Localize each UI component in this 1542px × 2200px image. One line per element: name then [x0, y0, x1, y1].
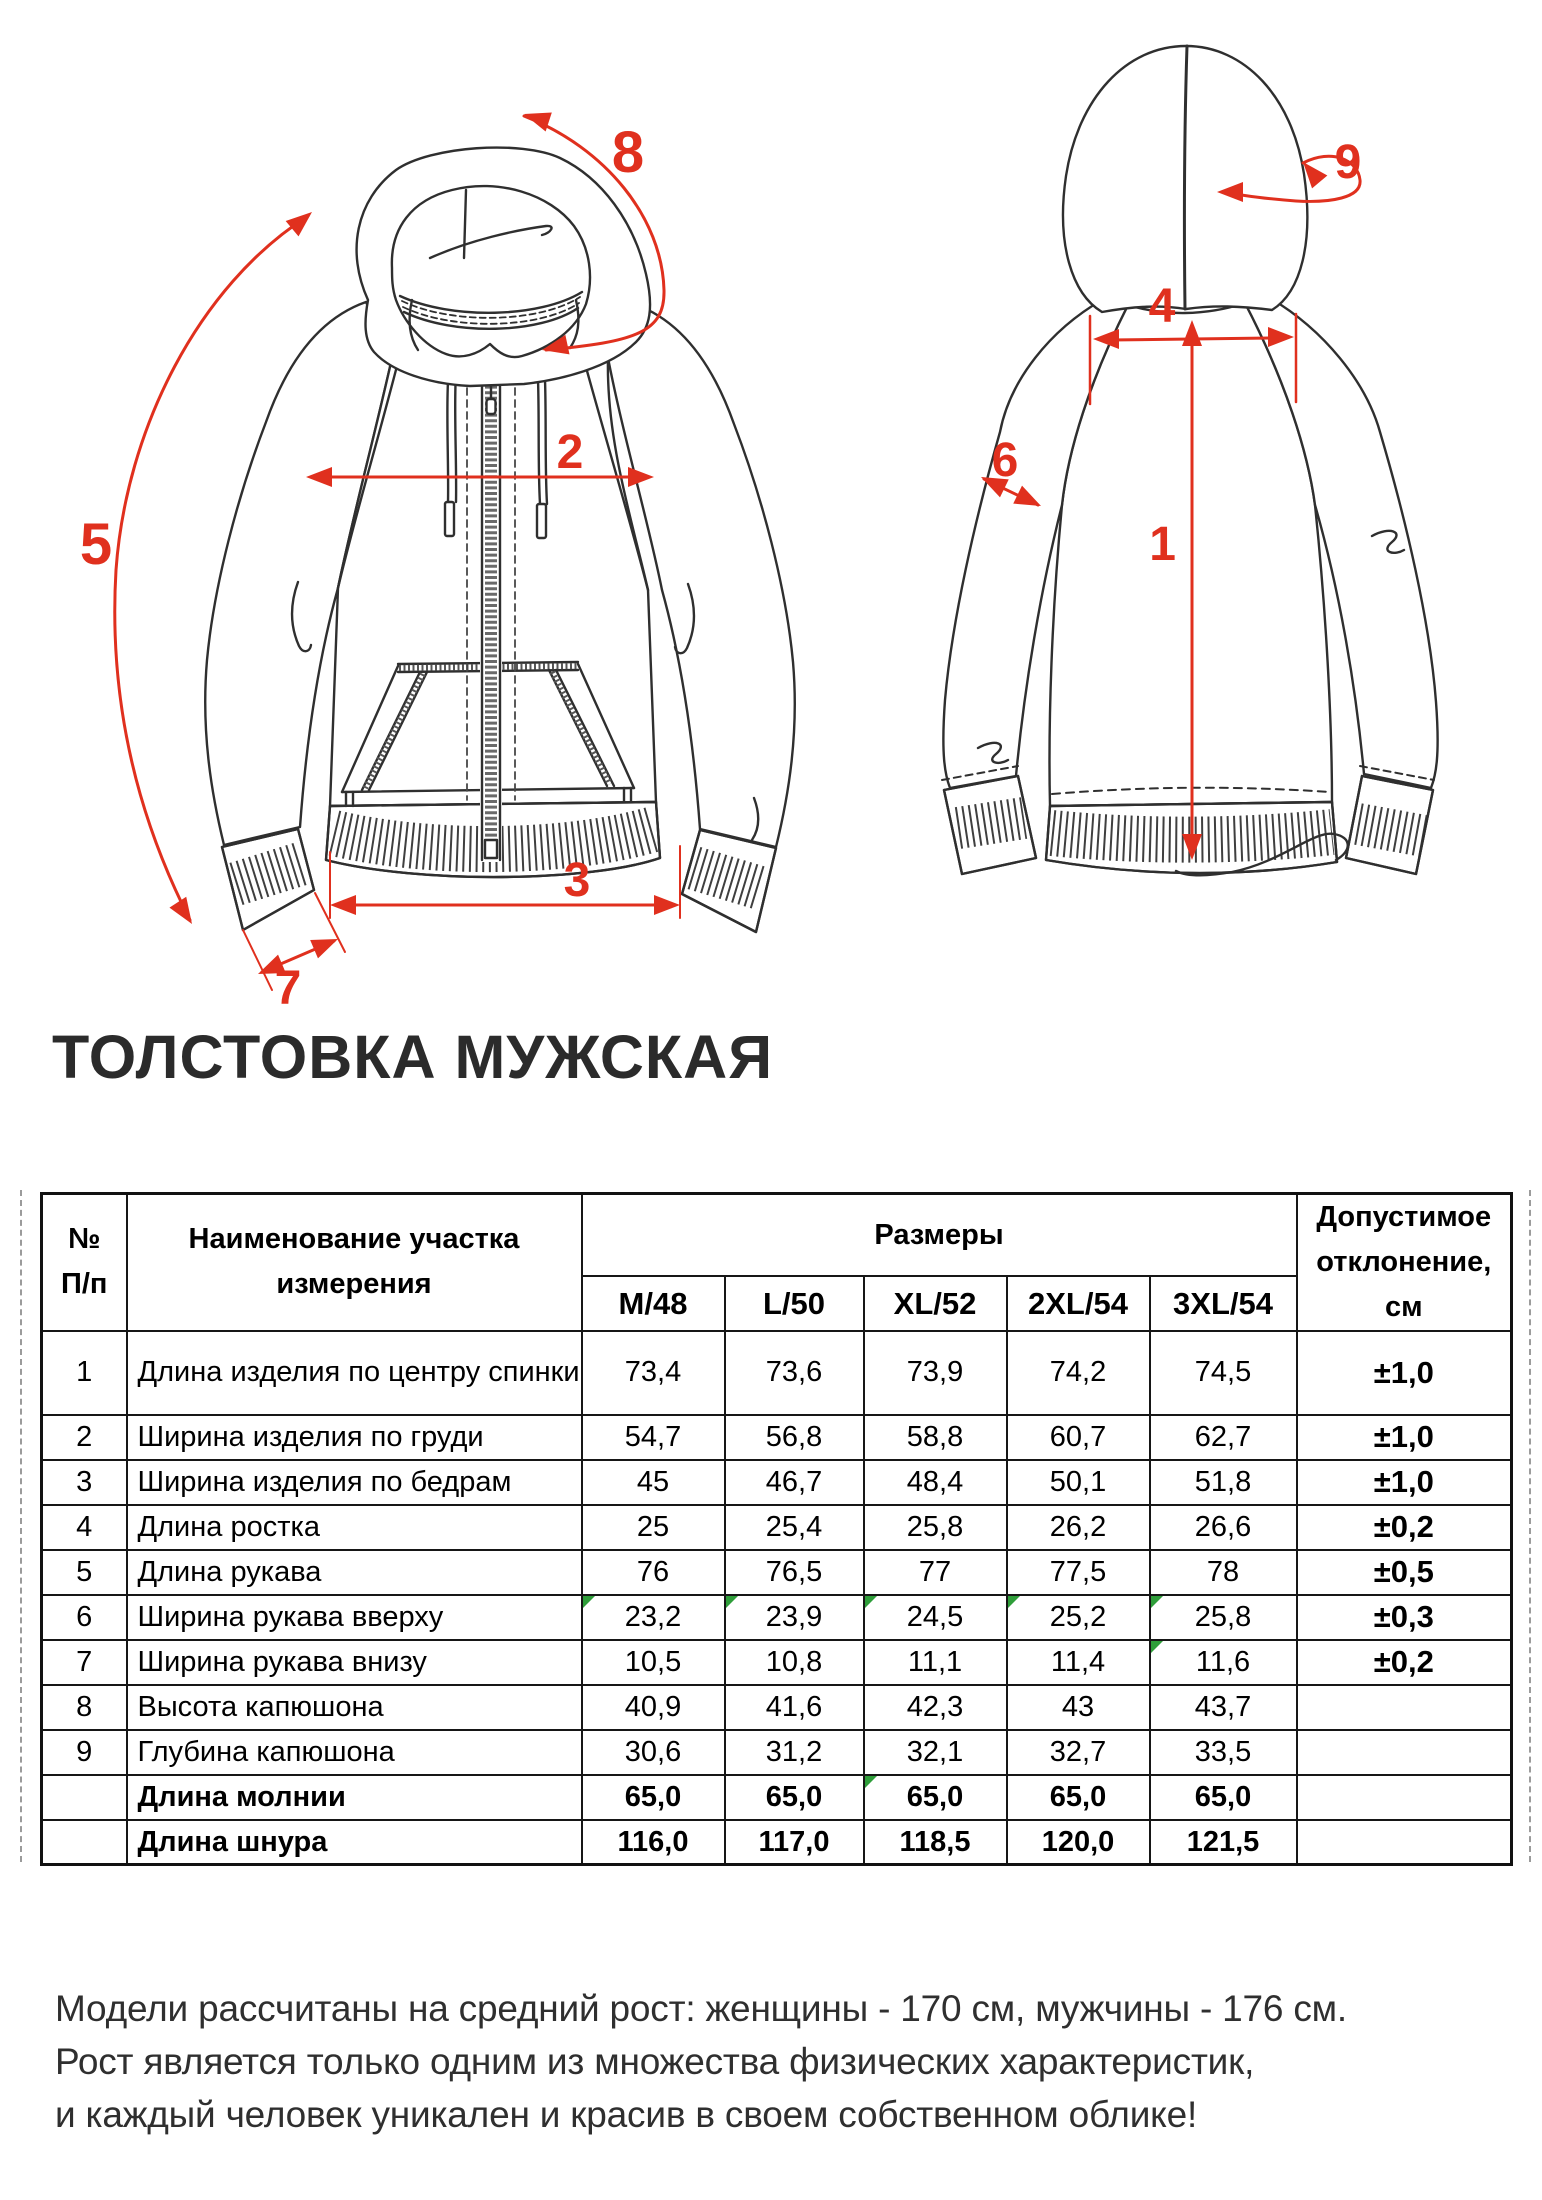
row-number: 9 — [42, 1730, 127, 1775]
row-number: 7 — [42, 1640, 127, 1685]
table-row — [42, 1415, 1512, 1460]
size-value: 74,2 — [1007, 1331, 1150, 1415]
garment-lines — [205, 46, 1437, 932]
tolerance-value — [1297, 1820, 1512, 1865]
measure-name: Ширина рукава внизу — [127, 1640, 582, 1685]
measure-name: Ширина изделия по груди — [127, 1415, 582, 1460]
table-row — [42, 1730, 1512, 1775]
size-value: 76,5 — [725, 1550, 864, 1595]
size-value: 33,5 — [1150, 1730, 1297, 1775]
table-row — [42, 1331, 1512, 1415]
arrow-label-4: 4 — [1148, 280, 1176, 333]
size-value: 46,7 — [725, 1460, 864, 1505]
page-break-dash-left — [20, 1190, 22, 1862]
measure-name: Ширина рукава вверху — [127, 1595, 582, 1640]
row-number — [42, 1820, 127, 1865]
size-value: 77,5 — [1007, 1550, 1150, 1595]
size-value: 73,9 — [864, 1331, 1007, 1415]
col-header-size-3xl54: 3XL/54 — [1150, 1276, 1297, 1331]
size-value: 65,0 — [582, 1775, 725, 1820]
measure-name: Длина изделия по центру спинки — [127, 1331, 582, 1415]
footer-line-2: Рост является только одним из множества физических характеристик, — [55, 2041, 1255, 2082]
size-value: 65,0 — [1150, 1775, 1297, 1820]
hoodie-technical-drawing — [0, 0, 1542, 1010]
col-header-size-l50: L/50 — [725, 1276, 864, 1331]
size-value: 78 — [1150, 1550, 1297, 1595]
table-row — [42, 1820, 1512, 1865]
measure-name: Ширина изделия по бедрам — [127, 1460, 582, 1505]
col-header-size-2xl54: 2XL/54 — [1007, 1276, 1150, 1331]
row-number: 5 — [42, 1550, 127, 1595]
size-value: 10,8 — [725, 1640, 864, 1685]
size-value: 42,3 — [864, 1685, 1007, 1730]
size-value: 65,0 — [725, 1775, 864, 1820]
footer-line-3: и каждый человек уникален и красив в своем собственном облике! — [55, 2094, 1198, 2135]
size-value: 54,7 — [582, 1415, 725, 1460]
size-table — [40, 1192, 1513, 1866]
tolerance-value: ±0,2 — [1297, 1640, 1512, 1685]
arrow-label-1: 1 — [1149, 518, 1176, 571]
size-value: 26,2 — [1007, 1505, 1150, 1550]
table-row — [42, 1505, 1512, 1550]
size-value: 25 — [582, 1505, 725, 1550]
page-break-dash-right — [1529, 1190, 1531, 1862]
measure-name: Высота капюшона — [127, 1685, 582, 1730]
size-value: 25,8 — [864, 1505, 1007, 1550]
size-value: 73,4 — [582, 1331, 725, 1415]
page-title: ТОЛСТОВКА МУЖСКАЯ — [52, 1023, 774, 1091]
row-number: 8 — [42, 1685, 127, 1730]
size-table-body — [42, 1331, 1512, 1865]
num-header-line2: П/п — [61, 1268, 108, 1301]
tolerance-value — [1297, 1685, 1512, 1730]
table-row — [42, 1595, 1512, 1640]
size-value: 23,2 — [582, 1595, 725, 1640]
size-value: 25,8 — [1150, 1595, 1297, 1640]
size-value: 11,6 — [1150, 1640, 1297, 1685]
size-value: 56,8 — [725, 1415, 864, 1460]
measure-name: Длина рукава — [127, 1550, 582, 1595]
size-value: 32,7 — [1007, 1730, 1150, 1775]
size-value: 121,5 — [1150, 1820, 1297, 1865]
arrow-label-2: 2 — [556, 426, 584, 479]
size-value: 65,0 — [864, 1775, 1007, 1820]
size-value: 118,5 — [864, 1820, 1007, 1865]
size-value: 74,5 — [1150, 1331, 1297, 1415]
table-row — [42, 1775, 1512, 1820]
col-header-size-xl52: XL/52 — [864, 1276, 1007, 1331]
size-value: 23,9 — [725, 1595, 864, 1640]
footer-line-1: Модели рассчитаны на средний рост: женщины - 170 см, мужчины - 176 см. — [55, 1988, 1347, 2029]
tolerance-value — [1297, 1775, 1512, 1820]
row-number — [42, 1775, 127, 1820]
table-row — [42, 1550, 1512, 1595]
table-row — [42, 1460, 1512, 1505]
size-value: 62,7 — [1150, 1415, 1297, 1460]
col-header-name: Наименование участка измерения — [127, 1194, 582, 1331]
size-value: 25,4 — [725, 1505, 864, 1550]
size-value: 32,1 — [864, 1730, 1007, 1775]
row-number: 6 — [42, 1595, 127, 1640]
arrow-label-5: 5 — [79, 512, 113, 577]
num-header-line1: № — [68, 1223, 101, 1256]
col-header-size-m48: M/48 — [582, 1276, 725, 1331]
size-value: 45 — [582, 1460, 725, 1505]
size-value: 116,0 — [582, 1820, 725, 1865]
tolerance-value: ±0,5 — [1297, 1550, 1512, 1595]
size-value: 48,4 — [864, 1460, 1007, 1505]
arrow-label-8: 8 — [611, 120, 645, 185]
size-value: 24,5 — [864, 1595, 1007, 1640]
size-value: 30,6 — [582, 1730, 725, 1775]
size-value: 26,6 — [1150, 1505, 1297, 1550]
size-value: 50,1 — [1007, 1460, 1150, 1505]
size-value: 120,0 — [1007, 1820, 1150, 1865]
tolerance-value: ±1,0 — [1297, 1331, 1512, 1415]
size-value: 51,8 — [1150, 1460, 1297, 1505]
size-value: 43 — [1007, 1685, 1150, 1730]
size-value: 40,9 — [582, 1685, 725, 1730]
measure-name: Глубина капюшона — [127, 1730, 582, 1775]
table-row — [42, 1640, 1512, 1685]
size-value: 31,2 — [725, 1730, 864, 1775]
row-number: 2 — [42, 1415, 127, 1460]
size-value: 58,8 — [864, 1415, 1007, 1460]
arrow-label-6: 6 — [991, 434, 1019, 487]
footer-note — [55, 1982, 1347, 2141]
arrow-label-9: 9 — [1334, 136, 1362, 189]
col-header-tolerance: Допустимое отклонение, см — [1297, 1194, 1512, 1331]
size-value: 76 — [582, 1550, 725, 1595]
size-value: 25,2 — [1007, 1595, 1150, 1640]
size-value: 65,0 — [1007, 1775, 1150, 1820]
size-value: 43,7 — [1150, 1685, 1297, 1730]
tolerance-value: ±1,0 — [1297, 1460, 1512, 1505]
size-value: 77 — [864, 1550, 1007, 1595]
measure-name: Длина молнии — [127, 1775, 582, 1820]
size-value: 73,6 — [725, 1331, 864, 1415]
tolerance-value — [1297, 1730, 1512, 1775]
size-value: 41,6 — [725, 1685, 864, 1730]
row-number: 4 — [42, 1505, 127, 1550]
size-value: 10,5 — [582, 1640, 725, 1685]
tolerance-value: ±0,3 — [1297, 1595, 1512, 1640]
tolerance-value: ±1,0 — [1297, 1415, 1512, 1460]
row-number: 1 — [42, 1331, 127, 1415]
size-value: 117,0 — [725, 1820, 864, 1865]
measure-name: Длина ростка — [127, 1505, 582, 1550]
col-header-num — [42, 1194, 127, 1331]
arrow-label-7: 7 — [274, 962, 302, 1010]
size-value: 11,1 — [864, 1640, 1007, 1685]
col-header-sizes-group: Размеры — [582, 1194, 1297, 1277]
size-table-header — [42, 1194, 1512, 1331]
size-value: 60,7 — [1007, 1415, 1150, 1460]
measure-name: Длина шнура — [127, 1820, 582, 1865]
row-number: 3 — [42, 1460, 127, 1505]
arrow-label-3: 3 — [563, 854, 591, 907]
table-row — [42, 1685, 1512, 1730]
tolerance-value: ±0,2 — [1297, 1505, 1512, 1550]
size-value: 11,4 — [1007, 1640, 1150, 1685]
